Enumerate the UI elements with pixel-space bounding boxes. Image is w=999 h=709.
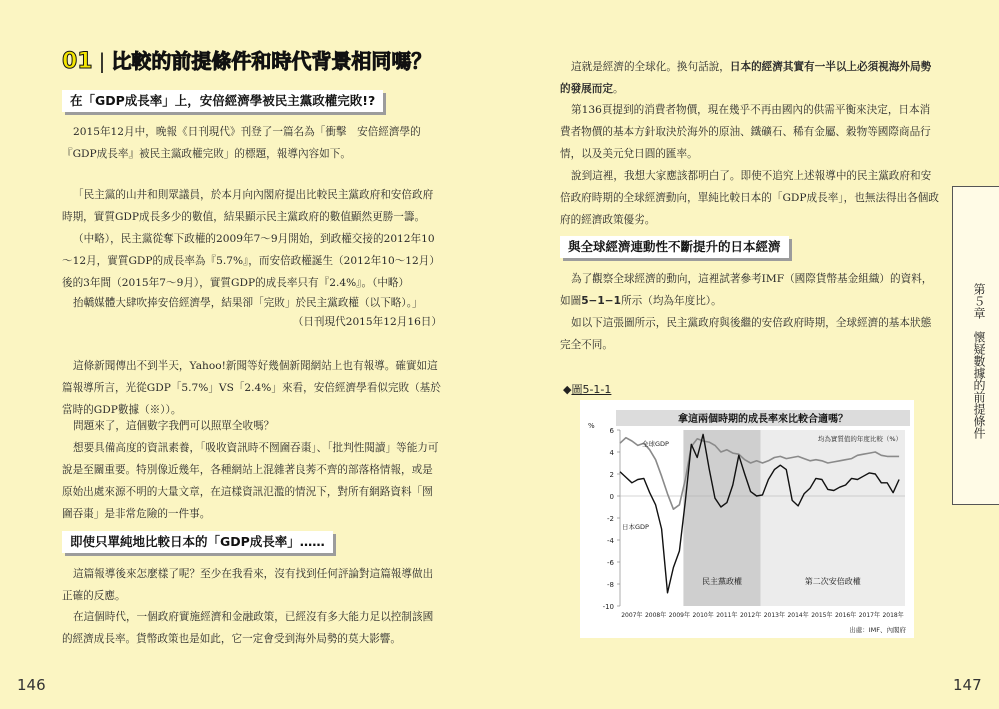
page-number-right: 147	[953, 676, 982, 694]
chart-series-label-1: 全球GDP	[642, 439, 669, 448]
chart-series-label-2: 日本GDP	[622, 523, 649, 531]
chart-x-tick-label: 2009年	[668, 612, 691, 619]
figure-label	[563, 381, 611, 397]
paragraph-news: 這條新聞傳出不到半天，Yahoo!新聞等好幾個新聞網站上也有報導。確實如這篇報導所言，光從GDP「5.7%」VS「2.4%」來看，安倍經濟學看似完敗（基於當時的GDP數據（※））。	[62, 360, 441, 416]
chart-source: 出處：IMF、內閣府	[849, 626, 906, 634]
paragraph-reaction: 這篇報導後來怎麼樣了呢？至少在我看來，沒有找到任何評論對這篇報導做出正確的反應。	[62, 568, 434, 602]
chart-x-tick-label: 2010年	[692, 612, 714, 619]
chart-y-tick-label: -6	[607, 559, 614, 567]
figure-reference: 5−1−1	[581, 295, 622, 307]
paragraph-globalization	[560, 56, 940, 100]
chart-x-tick-label: 2011年	[716, 612, 738, 619]
title-text: 比較的前提條件和時代背景相同嗎？	[111, 49, 432, 73]
chart-x-tick-label: 2012年	[739, 612, 762, 619]
chart-y-tick-label: 6	[609, 427, 614, 435]
paragraph-imf	[560, 268, 940, 312]
chart-y-tick-label: 4	[609, 449, 614, 457]
quote-source: （日刊現代2015年12月16日）	[292, 316, 442, 328]
chart-y-tick-label: -10	[602, 603, 614, 611]
chapter-side-tab-text: 第５章 懷疑數據的前提條件	[972, 283, 986, 439]
paragraph-comparison: 如以下這張圖所示，民主黨政府與後繼的安倍政府時期，全球經濟的基本狀態完全不同。	[560, 317, 932, 351]
chart-y-tick-label: -4	[607, 537, 614, 545]
section-heading-1: 在「GDP成長率」上，安倍經濟學被民主黨政權完敗!?	[62, 90, 383, 112]
section-heading-3: 與全球經濟連動性不斷提升的日本經濟	[560, 236, 789, 258]
paragraph-conclusion: 說到這裡，我想大家應該都明白了。即使不追究上述報導中的民主黨政府和安倍政府時期的全球經濟動向，單純比較日本的「GDP成長率」，也無法得出各個政府的經濟政策優劣。	[560, 170, 939, 226]
imf-text-end: 所示（均為年度比）。	[621, 295, 722, 307]
globalization-bold-text: 日本的經濟其實有一半以上必須視海外局勢的發展而定	[560, 61, 932, 95]
paragraph-question: 問題來了，這個數字我們可以照單全收嗎？	[73, 420, 275, 432]
quote-paragraph-1: 「民主黨的山井和則眾議員，於本月向內閣府提出比較民主黨政府和安倍政府時期，實質GDP成長多少的數值，結果顯示民主黨政府的數值顯然更勝一籌。	[62, 189, 434, 223]
chart-x-tick-label: 2017年	[858, 612, 881, 619]
paragraph-intro: 2015年12月中，晚報《日刊現代》刊登了一篇名為「衝擊 安倍經濟學的『GDP成長率』被民主黨政權完敗」的標題，報導內容如下。	[62, 126, 421, 160]
chart-y-tick-label: -2	[607, 515, 614, 523]
gdp-growth-chart	[580, 400, 914, 638]
chart-y-tick-label: 2	[609, 471, 614, 479]
title-number: 01	[62, 49, 93, 74]
paragraph-literacy: 想要具備高度的資訊素養，「吸收資訊時不囫圇吞棗」、「批判性閱讀」等能力可說是至關重要。特別像近幾年，各種網站上混雜著良莠不齊的部落格情報，或是原始出處來源不明的大量文章，在這樣資訊氾濫的情況下，對所有網路資料「囫圇吞棗」是非常危險的一件事。	[62, 442, 439, 520]
title-separator: |	[98, 49, 106, 73]
imf-text: 為了觀察全球經濟的動向，這裡試著參考IMF（國際貨幣基金組織）的資料，如圖	[560, 273, 933, 307]
chart-subtitle: 均為實質值的年度比較（%）	[817, 435, 902, 443]
chart-x-tick-label: 2013年	[763, 612, 786, 619]
quote-paragraph-2: （中略），民主黨從奪下政權的2009年7～9月開始，到政權交接的2012年10～12月，實質GDP的成長率為『5.7%』，而安倍政權誕生（2012年10～12月）後的3年間（2015年7～9月），實質GDP的成長率只有『2.4%』。（中略）	[62, 233, 440, 289]
page-number-left: 146	[17, 676, 46, 694]
chart-region-label-2: 第二次安倍政權	[804, 577, 861, 586]
globalization-text: 這就是經濟的全球化。換句話說，	[571, 61, 730, 73]
paragraph-era: 在這個時代，一個政府實施經濟和金融政策，已經沒有多大能力足以控制該國的經濟成長率。貨幣政策也是如此，它一定會受到海外局勢的莫大影響。	[62, 611, 434, 645]
chart-x-tick-label: 2015年	[811, 612, 833, 619]
chart-region-label-1: 民主黨政權	[702, 577, 743, 586]
section-heading-2: 即使只單純地比較日本的「GDP成長率」……	[62, 531, 333, 553]
chart-title: 拿這兩個時期的成長率來比較合適嗎？	[678, 414, 848, 425]
chart-x-tick-label: 2016年	[834, 612, 857, 619]
chart-x-tick-label: 2007年	[621, 612, 643, 619]
globalization-end: 。	[612, 83, 624, 95]
chart-x-tick-label: 2018年	[882, 612, 904, 619]
paragraph-consumer-prices: 第136頁提到的消費者物價，現在幾乎不再由國內的供需平衡來決定，日本消費者物價的基本方針取決於海外的原油、鐵礦石、稀有金屬、穀物等國際商品行情，以及美元兌日圓的匯率。	[560, 104, 931, 160]
chart-y-unit: %	[588, 422, 595, 430]
quote-paragraph-3: 抬轎媒體大肆吹捧安倍經濟學，結果卻「完敗」於民主黨政權（以下略）。」	[73, 297, 423, 309]
chart-y-tick-label: 0	[609, 493, 614, 501]
chart-x-tick-label: 2014年	[787, 612, 809, 619]
figure-label-text: 圖5-1-1	[571, 383, 612, 396]
chart-y-tick-label: -8	[607, 581, 614, 589]
diamond-icon: ◆	[563, 383, 572, 396]
chart-x-tick-label: 2008年	[644, 612, 667, 619]
page-title	[62, 46, 431, 76]
